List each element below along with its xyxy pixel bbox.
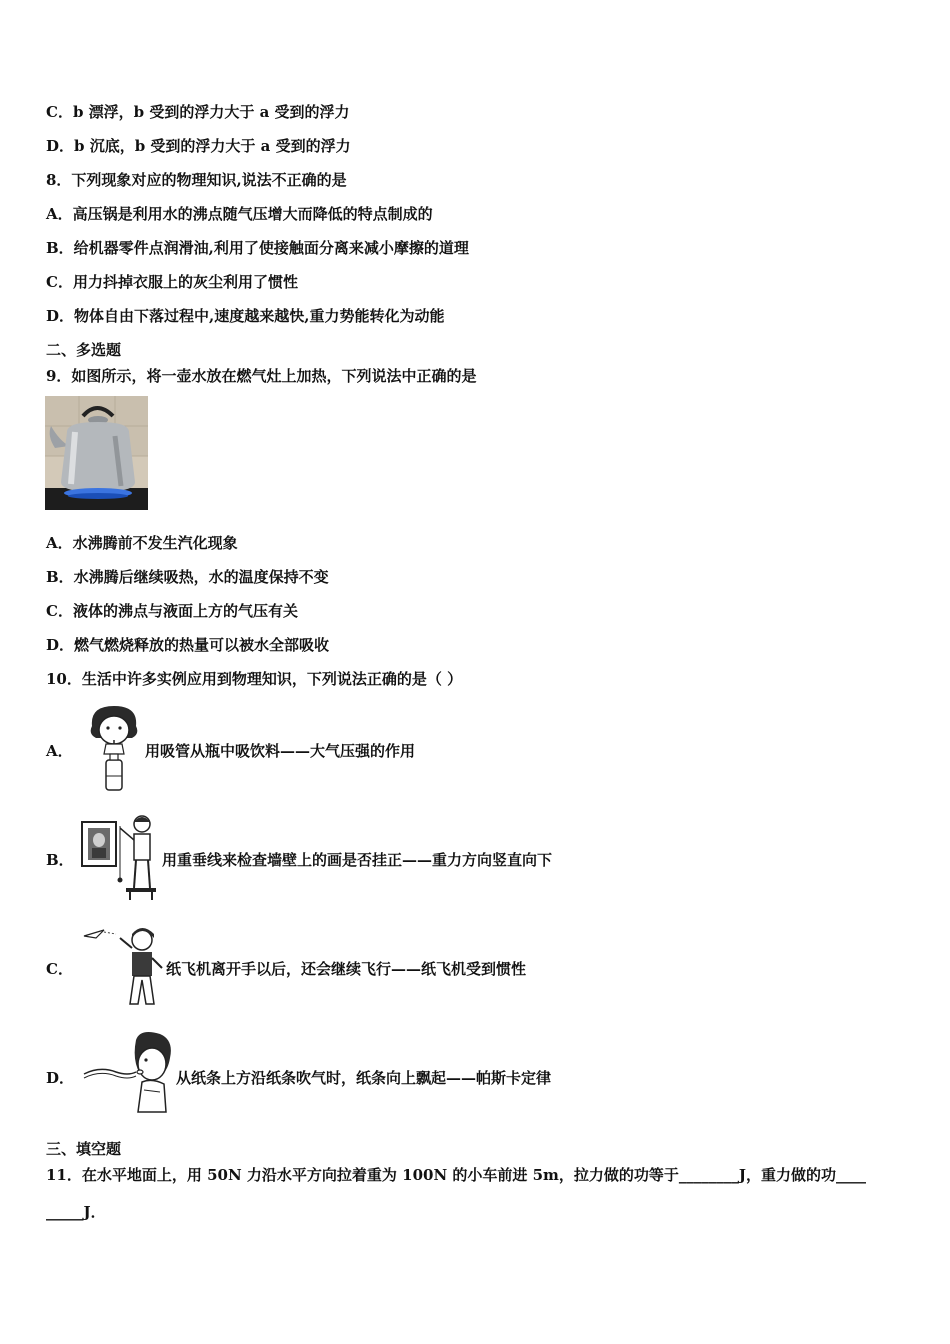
paper-plane-drawing <box>82 924 166 1010</box>
q8-stem: 8．下列现象对应的物理知识,说法不正确的是 <box>46 171 347 189</box>
q10-option-a-label: A． <box>46 742 73 760</box>
kettle-photo-drawing <box>45 396 148 510</box>
q9-option-c: C．液体的沸点与液面上方的气压有关 <box>46 602 298 620</box>
q10-option-d-text: 从纸条上方沿纸条吹气时，纸条向上飘起——帕斯卡定律 <box>176 1069 552 1087</box>
q10-stem: 10．生活中许多实例应用到物理知识，下列说法正确的是（ ） <box>46 670 463 688</box>
girl-straw-drawing <box>86 704 142 794</box>
q9-option-a: A．水沸腾前不发生汽化现象 <box>46 534 238 552</box>
q8-option-d: D．物体自由下落过程中,速度越来越快,重力势能转化为动能 <box>46 307 445 325</box>
q9-option-d: D．燃气燃烧释放的热量可以被水全部吸收 <box>46 636 330 654</box>
q10-option-c-text: 纸飞机离开手以后，还会继续飞行——纸飞机受到惯性 <box>166 960 527 978</box>
q7-option-c: C．b 漂浮，b 受到的浮力大于 a 受到的浮力 <box>46 103 350 121</box>
boy-throwing-paper-plane-illustration <box>82 924 166 1010</box>
girl-drinking-straw-illustration <box>86 704 142 794</box>
q10-option-b-text: 用重垂线来检查墙壁上的画是否挂正——重力方向竖直向下 <box>162 851 553 869</box>
q9-stem: 9．如图所示，将一壶水放在燃气灶上加热，下列说法中正确的是 <box>46 367 477 385</box>
q10-option-b-label: B． <box>46 851 74 869</box>
q8-option-c: C．用力抖掉衣服上的灰尘利用了惯性 <box>46 273 298 291</box>
paper-strip-drawing <box>80 1030 174 1116</box>
q11-line-2: _____J． <box>46 1203 106 1221</box>
q10-option-d-label: D． <box>46 1069 75 1087</box>
section-3-title: 三、填空题 <box>46 1140 122 1158</box>
q8-option-a: A．高压锅是利用水的沸点随气压增大而降低的特点制成的 <box>46 205 433 223</box>
plumb-line-drawing <box>80 812 158 902</box>
q7-option-d: D．b 沉底，b 受到的浮力大于 a 受到的浮力 <box>46 137 351 155</box>
q11-line-1: 11．在水平地面上，用 50N 力沿水平方向拉着重为 100N 的小车前进 5m，拉力做的功等于________J，重力做的功____ <box>46 1166 867 1184</box>
section-2-title: 二、多选题 <box>46 341 122 359</box>
q8-option-b: B．给机器零件点润滑油,利用了使接触面分离来减小摩擦的道理 <box>46 239 469 257</box>
q10-option-a-text: 用吸管从瓶中吸饮料——大气压强的作用 <box>145 742 416 760</box>
kettle-on-stove-photo <box>45 396 148 510</box>
q9-option-b: B．水沸腾后继续吸热，水的温度保持不变 <box>46 568 329 586</box>
boy-checking-picture-plumb-line-illustration <box>80 812 158 902</box>
q10-option-c-label: C． <box>46 960 73 978</box>
boy-blowing-paper-strip-illustration <box>80 1030 174 1116</box>
